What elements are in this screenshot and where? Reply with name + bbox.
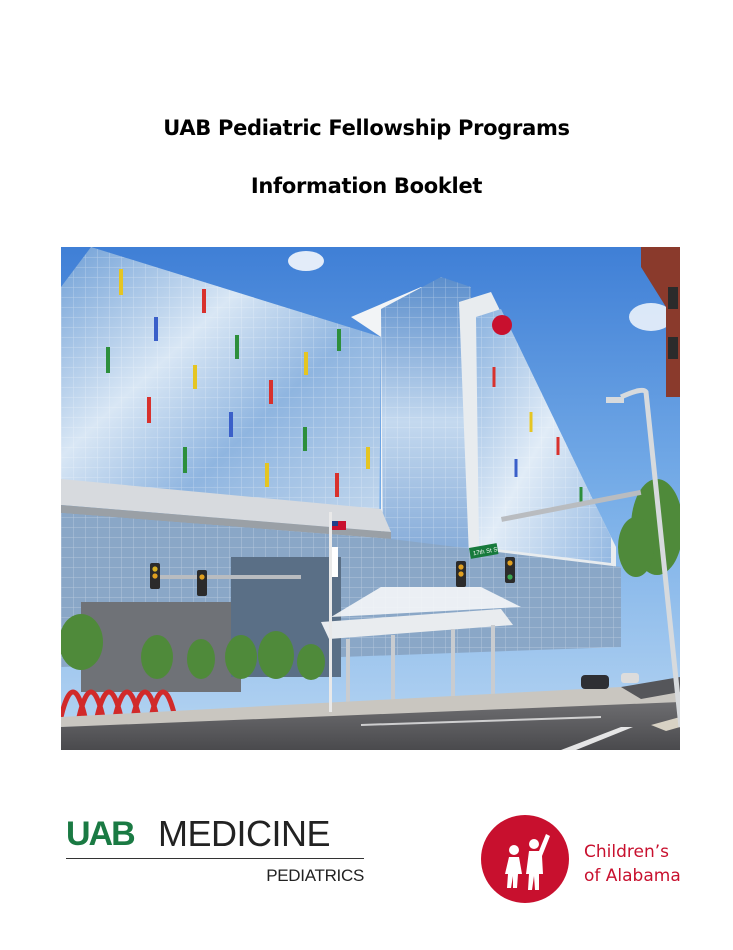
uab-logo-divider [66, 858, 364, 859]
document-subtitle: Information Booklet [250, 174, 483, 198]
hospital-building-photo [61, 247, 680, 750]
uab-medicine-text: MEDICINE [158, 813, 331, 854]
childrens-name-line1: Children’s [584, 842, 669, 862]
street-sign-text: 17th St S [472, 547, 499, 558]
uab-pediatrics-text: PEDIATRICS [266, 866, 364, 885]
childrens-name-line2: of Alabama [584, 866, 681, 886]
document-title: UAB Pediatric Fellowship Programs [163, 116, 570, 140]
childrens-kids-emblem-icon [480, 812, 575, 907]
uab-brand-text: UAB [66, 815, 134, 853]
uab-medicine-logo [66, 814, 366, 894]
childrens-of-alabama-logo [480, 812, 690, 907]
